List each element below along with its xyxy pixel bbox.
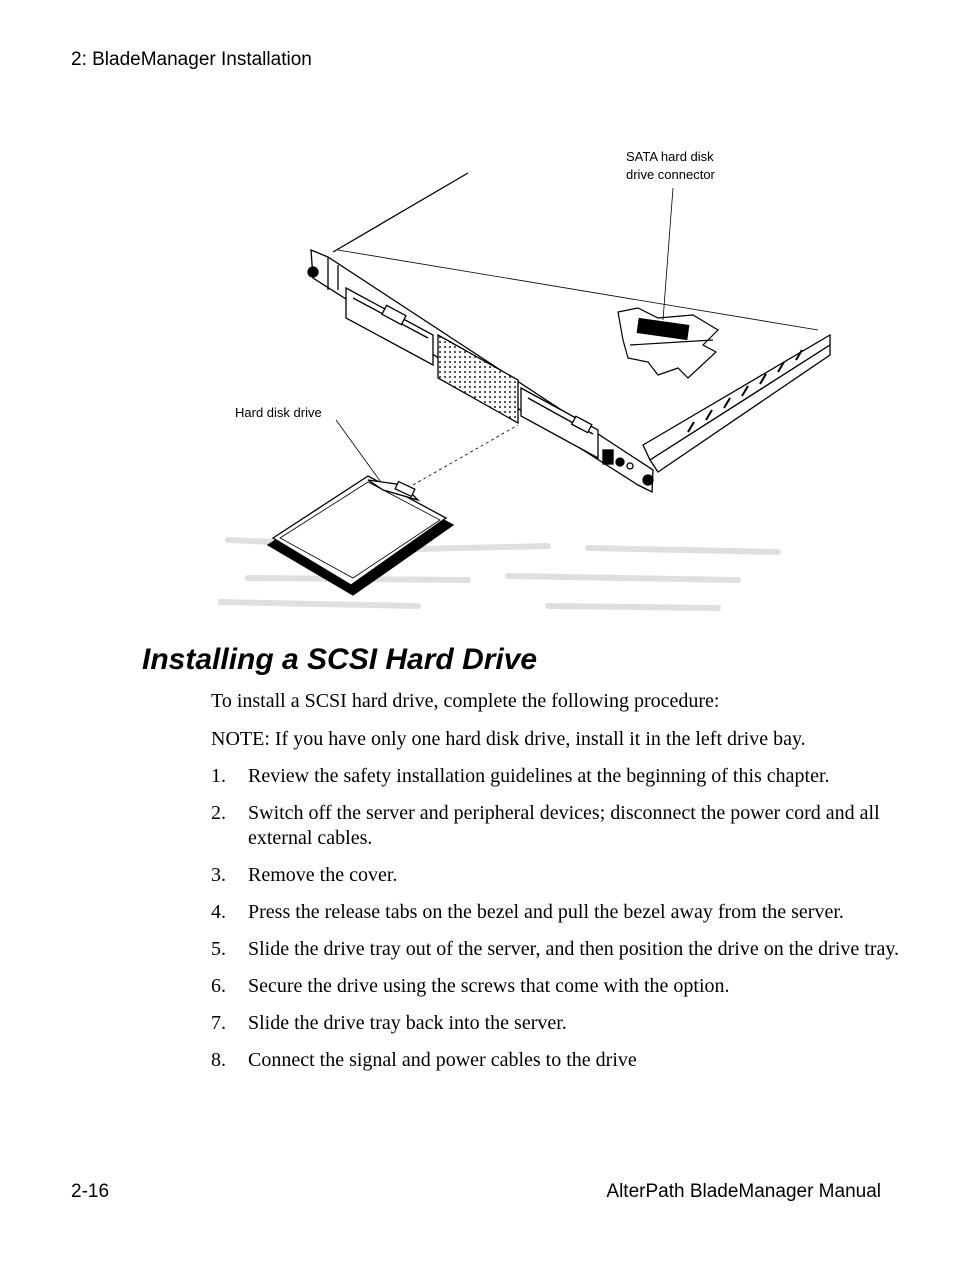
sata-connector-detail — [618, 308, 718, 378]
step-text: Slide the drive tray out of the server, and then position the drive on the drive tray. — [248, 938, 900, 960]
step-text: Remove the cover. — [248, 864, 398, 886]
manual-title: AlterPath BladeManager Manual — [606, 1181, 881, 1202]
step-text: Press the release tabs on the bezel and pull the bezel away from the server. — [248, 901, 844, 923]
step-number: 7. — [211, 1012, 226, 1034]
section-title: Installing a SCSI Hard Drive — [142, 643, 538, 676]
step-text: Connect the signal and power cables to the drive — [248, 1049, 637, 1071]
step-number: 5. — [211, 938, 226, 960]
note-paragraph: NOTE: If you have only one hard disk drive, install it in the left drive bay. — [211, 728, 806, 750]
procedure-steps — [211, 764, 901, 1085]
sata-callout-line2: drive connector — [626, 167, 715, 182]
running-header: 2: BladeManager Installation — [71, 49, 312, 70]
step-item — [211, 900, 901, 925]
step-item — [211, 974, 901, 999]
step-number: 3. — [211, 864, 226, 886]
page-number: 2-16 — [71, 1181, 110, 1202]
step-item — [211, 1048, 901, 1073]
sata-callout-line1: SATA hard disk — [626, 149, 714, 164]
step-number: 8. — [211, 1049, 226, 1071]
step-number: 1. — [211, 765, 226, 787]
step-item — [211, 937, 901, 962]
server-hard-drive-illustration — [218, 140, 858, 616]
step-item — [211, 764, 901, 789]
step-text: Review the safety installation guidelines at the beginning of this chapter. — [248, 765, 830, 787]
step-text: Slide the drive tray back into the server. — [248, 1012, 567, 1034]
step-item — [211, 1011, 901, 1036]
hdd-callout: Hard disk drive — [235, 405, 322, 420]
step-number: 6. — [211, 975, 226, 997]
intro-paragraph: To install a SCSI hard drive, complete the following procedure: — [211, 690, 720, 712]
step-number: 2. — [211, 802, 226, 824]
step-text: Switch off the server and peripheral devices; disconnect the power cord and all external cables. — [248, 802, 880, 849]
server-chassis — [308, 173, 830, 492]
step-number: 4. — [211, 901, 226, 923]
step-text: Secure the drive using the screws that come with the option. — [248, 975, 730, 997]
step-item — [211, 801, 901, 851]
step-item — [211, 863, 901, 888]
